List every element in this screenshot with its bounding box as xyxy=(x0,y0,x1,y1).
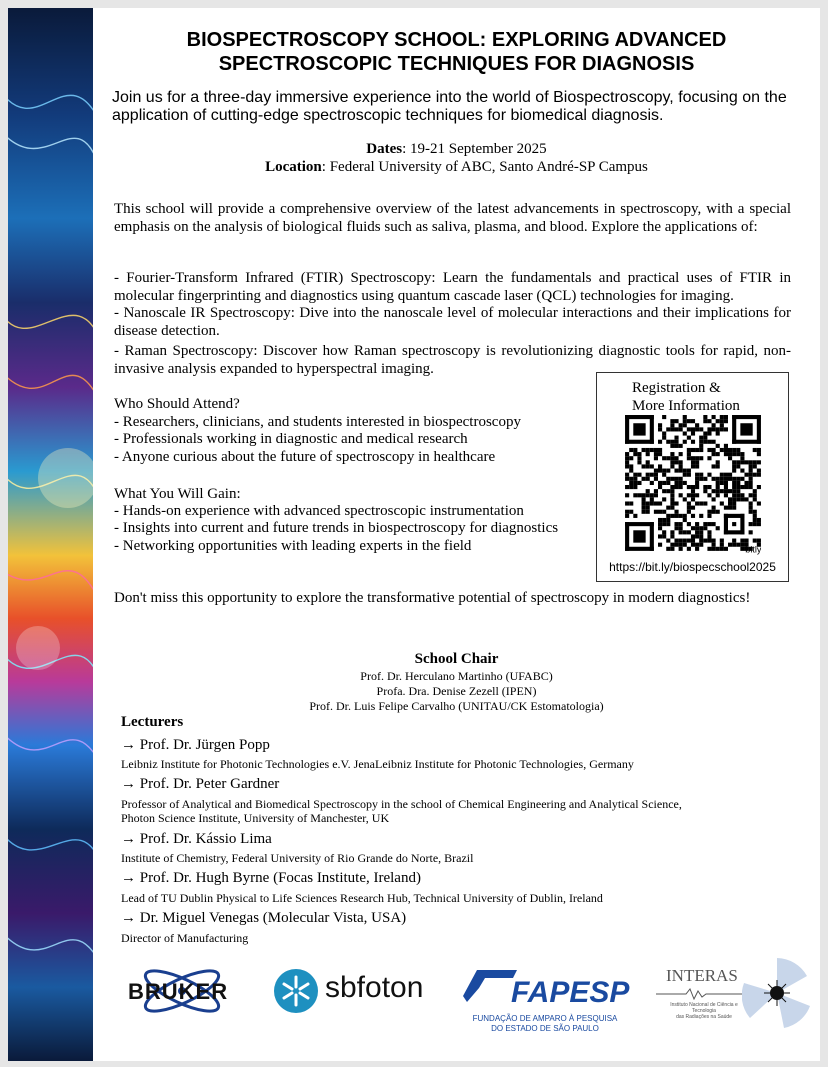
closing-text: Don't miss this opportunity to explore the transformative potential of spectroscopy in modern diagnostics! xyxy=(114,590,751,606)
qr-label-line-1: Registration & xyxy=(632,380,721,396)
technique-raman: - Raman Spectroscopy: Discover how Raman spectroscopy is revolutionizing diagnostic tools for rapid, non-invasive analysis expanded to hyperspectral imaging. xyxy=(114,343,791,377)
chair-name: Prof. Dr. Herculano Martinho (UFABC) xyxy=(360,669,553,683)
title-line-2: SPECTROSCOPIC TECHNIQUES FOR DIAGNOSIS xyxy=(218,53,695,75)
attend-item: - Researchers, clinicians, and students interested in biospectroscopy xyxy=(114,414,521,430)
lecturer-name: → Prof. Dr. Jürgen Popp xyxy=(121,737,270,753)
decorative-sidebar-image xyxy=(8,8,93,1061)
sbfoton-wordmark: sbfoton xyxy=(325,971,424,1004)
fapesp-logo xyxy=(459,966,631,1036)
dates-value: : 19-21 September 2025 xyxy=(402,141,547,157)
registration-link[interactable]: https://bit.ly/biospecschool2025 xyxy=(609,560,776,574)
location-value: : Federal University of ABC, Santo André-SP Campus xyxy=(321,159,648,175)
gain-item: - Hands-on experience with advanced spectroscopic instrumentation xyxy=(114,503,524,519)
gain-heading: What You Will Gain: xyxy=(114,486,241,502)
attend-item: - Anyone curious about the future of spectroscopy in healthcare xyxy=(114,449,496,465)
chair-name: Prof. Dr. Luis Felipe Carvalho (UNITAU/CK Estomatologia) xyxy=(309,699,604,713)
intro-text: Join us for a three-day immersive experience into the world of Biospectroscopy, focusing on the application of cutting-edge spectroscopic techniques for biomedical diagnosis. xyxy=(112,89,787,124)
poster-page xyxy=(8,8,820,1061)
fapesp-subtitle-line-2: DO ESTADO DE SÃO PAULO xyxy=(491,1024,599,1033)
sbfoton-symbol-icon xyxy=(273,968,319,1014)
light-wave-graphic xyxy=(8,8,93,1061)
lecturer-affiliation: Photon Science Institute, University of Manchester, UK xyxy=(121,811,390,825)
chair-name: Profa. Dra. Denise Zezell (IPEN) xyxy=(376,684,537,698)
fapesp-subtitle xyxy=(459,1014,631,1034)
sbfoton-logo xyxy=(273,966,443,1016)
interas-pulse-icon xyxy=(656,988,742,1000)
lecturer-affiliation: Lead of TU Dublin Physical to Life Sciences Research Hub, Technical University of Dublin, Ireland xyxy=(121,891,603,905)
bruker-logo xyxy=(124,961,244,1027)
technique-nanoscale-ir: - Nanoscale IR Spectroscopy: Dive into the nanoscale level of molecular interactions and their implications for disease detection. xyxy=(114,305,791,339)
registration-qr-box[interactable] xyxy=(596,372,789,582)
interas-wordmark: INTERAS xyxy=(666,966,738,985)
poster-title xyxy=(93,28,820,76)
location-line xyxy=(93,158,820,176)
overview-text: This school will provide a comprehensive overview of the latest advancements in spectroscopy, with a special emphasis on the analysis of biological fluids such as saliva, plasma, and blood. Explore the applications of: xyxy=(114,201,791,235)
lecturer-name: → Prof. Dr. Peter Gardner xyxy=(121,776,280,792)
qr-label xyxy=(632,379,740,415)
lecturer-affiliation: Institute of Chemistry, Federal University of Rio Grande do Norte, Brazil xyxy=(121,851,474,865)
bruker-wordmark: BRUKER xyxy=(128,979,229,1004)
chair-heading: School Chair xyxy=(414,651,499,667)
lecturer-name: → Prof. Dr. Kássio Lima xyxy=(121,831,272,847)
lecturer-affiliation: Professor of Analytical and Biomedical Spectroscopy in the school of Chemical Engineering and Analytical Science, xyxy=(121,797,682,811)
interas-subtitle-line-2: das Radiações na Saúde xyxy=(676,1014,732,1020)
fapesp-subtitle-line-1: FUNDAÇÃO DE AMPARO À PESQUISA xyxy=(472,1014,618,1023)
interas-emblem-icon xyxy=(742,958,812,1028)
location-label: Location xyxy=(265,159,322,175)
fapesp-emblem-icon xyxy=(459,966,519,1006)
fapesp-wordmark: FAPESP xyxy=(511,976,630,1009)
gain-item: - Insights into current and future trends in biospectroscopy for diagnostics xyxy=(114,520,559,536)
interas-subtitle-line-1: Instituto Nacional de Ciência e Tecnologia xyxy=(670,1002,738,1014)
title-line-1: BIOSPECTROSCOPY SCHOOL: EXPLORING ADVANCED xyxy=(186,29,727,51)
dates-label: Dates xyxy=(366,141,403,157)
lecturer-affiliation: Director of Manufacturing xyxy=(121,931,249,945)
qr-code-image[interactable] xyxy=(625,415,761,555)
poster-content xyxy=(93,8,820,1061)
lecturer-affiliation: Leibniz Institute for Photonic Technologies e.V. JenaLeibniz Institute for Photonic Technologies, Germany xyxy=(121,757,634,771)
lecturers-heading: Lecturers xyxy=(121,714,184,730)
bitly-mark: bitly xyxy=(745,544,761,555)
lecturer-name: → Prof. Dr. Hugh Byrne (Focas Institute, Ireland) xyxy=(121,870,421,886)
attend-item: - Professionals working in diagnostic and medical research xyxy=(114,431,468,447)
interas-logo xyxy=(656,958,816,1028)
lecturer-name: → Dr. Miguel Venegas (Molecular Vista, USA) xyxy=(121,910,407,926)
dates-line xyxy=(93,140,820,158)
qr-label-line-2: More Information xyxy=(632,398,740,414)
interas-subtitle xyxy=(664,1002,744,1020)
attend-heading: Who Should Attend? xyxy=(114,396,240,412)
event-details xyxy=(93,140,820,176)
technique-ftir: - Fourier-Transform Infrared (FTIR) Spectroscopy: Learn the fundamentals and practical uses of FTIR in molecular fingerprinting and diagnostics using quantum cascade laser (QCL) technologies for imaging. xyxy=(114,270,791,304)
gain-item: - Networking opportunities with leading experts in the field xyxy=(114,538,472,554)
